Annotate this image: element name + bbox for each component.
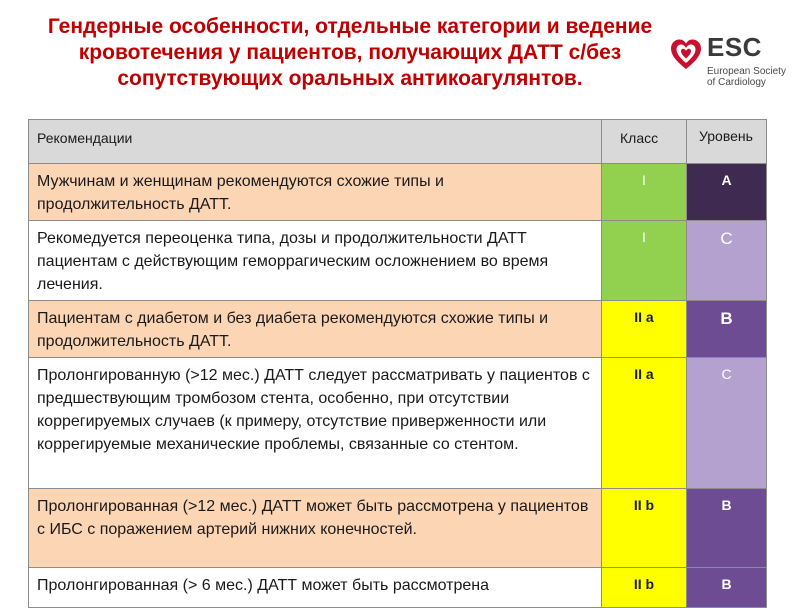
- class-badge: II a: [602, 358, 687, 489]
- table-header-row: [29, 120, 767, 164]
- esc-logo: [670, 34, 790, 104]
- heart-logo-icon: [670, 38, 702, 72]
- logo-fullname: [707, 66, 797, 88]
- level-badge: B: [687, 568, 767, 608]
- level-badge: B: [687, 489, 767, 568]
- recommendation-text: Пролонгированная (> 6 мес.) ДАТТ может быть рассмотрена: [29, 568, 602, 608]
- table-row: [29, 164, 767, 221]
- table-row: [29, 221, 767, 301]
- level-badge: A: [687, 164, 767, 221]
- class-badge: II b: [602, 489, 687, 568]
- header-class: Класс: [602, 120, 687, 164]
- recommendation-text: Пациентам с диабетом и без диабета рекомендуются схожие типы и продолжительность ДАТТ.: [29, 301, 602, 358]
- recommendation-text: Мужчинам и женщинам рекомендуются схожие типы и продолжительность ДАТТ.: [29, 164, 602, 221]
- recommendations-table: [28, 119, 767, 608]
- class-badge: I: [602, 221, 687, 301]
- recommendation-text: Пролонгированную (>12 мес.) ДАТТ следует рассматривать у пациентов с предшествующим тромбозом стента, особенно, при отсутствии коррегируемых случаев (к примеру, отсутствие приверженности или коррегируемые механические проблемы, связанные со стентом.: [29, 358, 602, 489]
- slide-title: Гендерные особенности, отдельные категории и ведение кровотечения у пациентов, получающих ДАТТ с/без сопутствующих оральных антикоагулянтов.: [47, 15, 653, 90]
- class-badge: II a: [602, 301, 687, 358]
- recommendation-text: Пролонгированная (>12 мес.) ДАТТ может быть рассмотрена у пациентов с ИБС с поражением артерий нижних конечностей.: [29, 489, 602, 568]
- table-row: [29, 568, 767, 608]
- logo-line-1: European Society: [707, 66, 786, 77]
- class-badge: I: [602, 164, 687, 221]
- level-badge: C: [687, 221, 767, 301]
- recommendation-text: Рекомедуется переоценка типа, дозы и продолжительности ДАТТ пациентам с действующим геморрагическим осложнением во время лечения.: [29, 221, 602, 301]
- table-row: [29, 358, 767, 489]
- level-badge: C: [687, 358, 767, 489]
- header-level: Уровень: [687, 120, 767, 164]
- header-recommendations: Рекомендации: [29, 120, 602, 164]
- logo-abbr: ESC: [707, 32, 762, 62]
- level-badge: B: [687, 301, 767, 358]
- class-badge: II b: [602, 568, 687, 608]
- table-row: [29, 489, 767, 568]
- table-row: [29, 301, 767, 358]
- logo-line-2: of Cardiology: [707, 77, 766, 88]
